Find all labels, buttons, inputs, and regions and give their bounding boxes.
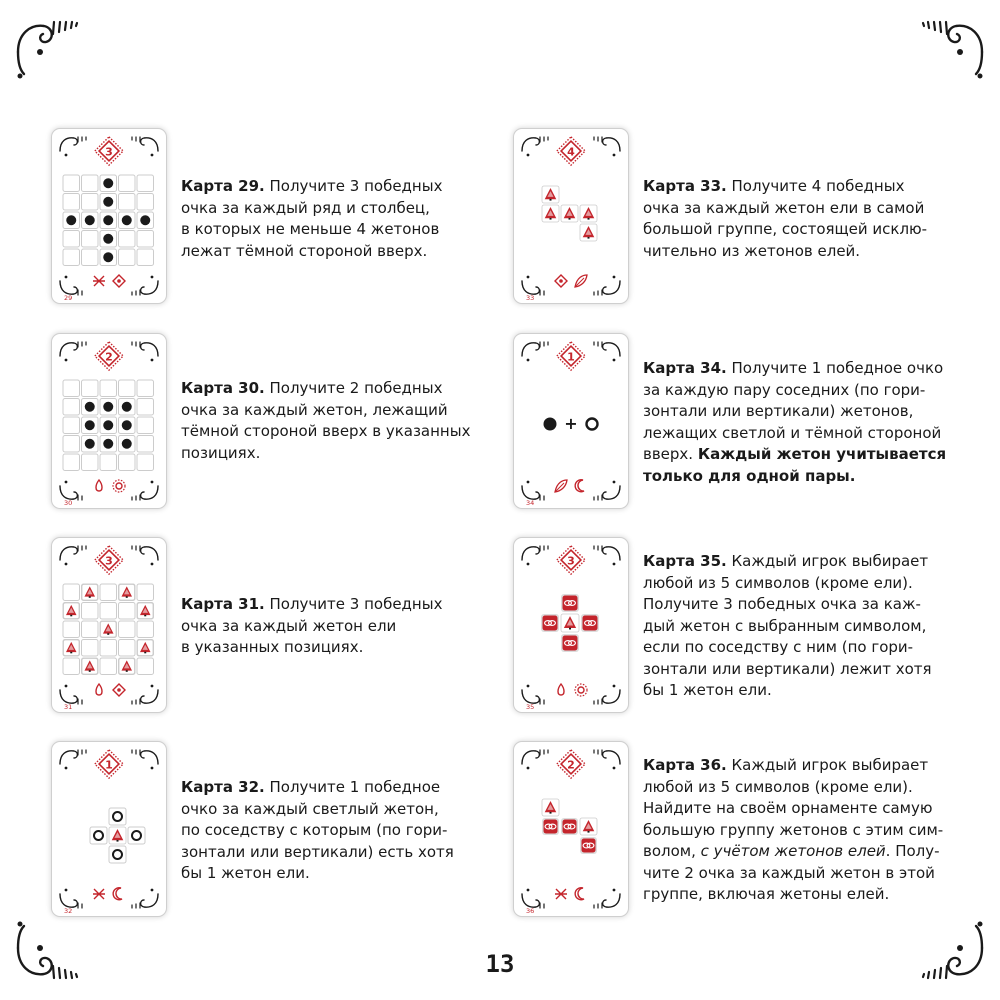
light-token-icon <box>587 419 598 430</box>
dark-token-icon <box>103 197 113 207</box>
svg-text:1: 1 <box>105 758 113 772</box>
drop-icon <box>558 684 564 695</box>
card-34 <box>513 333 629 509</box>
dark-token-icon <box>103 252 113 262</box>
card-29-description: Карта 29. Получите 3 победных очка за каждый ряд и столбец, в которых не меньше 4 жетонов лежат тёмной стороной вверх. <box>181 177 443 260</box>
corner-ornament-top-right <box>920 12 990 82</box>
points-badge <box>95 546 123 574</box>
dark-token-icon <box>85 439 95 449</box>
tree-token-icon <box>82 585 98 601</box>
card-number: 29 <box>64 294 73 302</box>
moon-icon <box>575 480 584 492</box>
card-36-description: Карта 36. Каждый игрок выбирает любой из 5 символов (кроме ели). Найдите на своём орнаменте самую большую группу жетонов с этим сим- волом, с учётом жетонов елей. Полу- чите 2 очка за каждый жетон в этой группе, включая жетоны елей. <box>643 756 944 903</box>
dark-token-icon <box>140 215 150 225</box>
sun-icon <box>113 480 125 492</box>
points-badge <box>95 342 123 370</box>
moon-icon <box>113 888 122 900</box>
card-32-description: Карта 32. Получите 1 победное очко за каждый светлый жетон, по соседству с которым (по гори- зонтали или вертикали) есть хотя бы 1 жетон ели. <box>181 778 454 882</box>
tree-token-icon <box>119 585 135 601</box>
dark-token-icon <box>85 215 95 225</box>
symbol-token-icon <box>580 837 597 854</box>
cross-icon <box>93 276 105 286</box>
svg-text:4: 4 <box>567 145 575 159</box>
svg-text:3: 3 <box>105 554 113 568</box>
card-number: 35 <box>526 703 535 711</box>
dark-token-icon <box>544 418 557 431</box>
tree-token-icon <box>82 659 98 675</box>
svg-text:2: 2 <box>567 758 575 772</box>
dark-token-icon <box>103 420 113 430</box>
card-34-description: Карта 34. Получите 1 победное очко за каждую пару соседних (по гори- зонтали или вертикали) жетонов, лежащих светлой и тёмной стороной вверх. Каждый жетон учитывается только для одной пары. <box>643 359 947 485</box>
tree-token-icon <box>101 622 117 638</box>
dark-token-icon <box>103 439 113 449</box>
tree-token-icon <box>138 640 154 656</box>
card-31 <box>51 537 167 713</box>
card-33 <box>513 128 629 304</box>
dark-token-icon <box>122 439 132 449</box>
symbol-token-icon <box>561 594 579 612</box>
card-32 <box>51 741 167 917</box>
plus-sign: + <box>564 414 578 433</box>
dark-token-icon <box>122 420 132 430</box>
symbol-token-icon <box>541 614 559 632</box>
points-badge <box>557 342 585 370</box>
tree-token-icon <box>64 640 80 656</box>
dark-token-icon <box>66 215 76 225</box>
diamond-flower-icon <box>113 275 125 287</box>
svg-text:1: 1 <box>567 350 575 364</box>
tree-token-icon <box>542 186 559 203</box>
symbol-token-icon <box>561 818 578 835</box>
card-30-description: Карта 30. Получите 2 победных очка за каждый жетон, лежащий тёмной стороной вверх в указанных позициях. <box>181 379 471 462</box>
dark-token-icon <box>85 402 95 412</box>
symbol-token-icon <box>581 614 599 632</box>
card-30 <box>51 333 167 509</box>
tree-token-icon <box>580 205 597 222</box>
svg-text:3: 3 <box>567 554 575 568</box>
svg-text:3: 3 <box>105 145 113 159</box>
tree-token-icon <box>561 205 578 222</box>
leaf-icon <box>555 480 567 492</box>
card-31-description: Карта 31. Получите 3 победных очка за каждый жетон ели в указанных позициях. <box>181 595 443 656</box>
diamond-flower-icon <box>555 275 567 287</box>
tree-token-icon <box>561 614 579 632</box>
dark-token-icon <box>103 402 113 412</box>
tree-token-icon <box>109 827 126 844</box>
tree-token-icon <box>542 799 559 816</box>
points-badge <box>95 137 123 165</box>
card-number: 33 <box>526 294 535 302</box>
leaf-icon <box>575 275 587 287</box>
dark-token-icon <box>103 234 113 244</box>
card-35 <box>513 537 629 713</box>
tree-token-icon <box>138 603 154 619</box>
dark-token-icon <box>122 402 132 412</box>
card-36 <box>513 741 629 917</box>
card-number: 31 <box>64 703 73 711</box>
tree-token-icon <box>119 659 135 675</box>
corner-ornament-top-left <box>10 12 80 82</box>
sun-icon <box>575 684 587 696</box>
cross-icon <box>555 889 567 899</box>
card-33-description: Карта 33. Получите 4 победных очка за каждый жетон ели в самой большой группе, состоящей исклю- чительно из жетонов елей. <box>643 177 928 260</box>
dark-token-icon <box>122 215 132 225</box>
tree-token-icon <box>580 224 597 241</box>
points-badge <box>557 546 585 574</box>
tree-token-icon <box>64 603 80 619</box>
moon-icon <box>575 888 584 900</box>
tree-token-icon <box>580 818 597 835</box>
dark-token-icon <box>85 420 95 430</box>
svg-text:2: 2 <box>105 350 113 364</box>
card-number: 30 <box>64 499 73 507</box>
card-35-description: Карта 35. Каждый игрок выбирает любой из 5 символов (кроме ели). Получите 3 победных очка за каж- дый жетон с выбранным символом, если по соседству с ним (по гори- зонтали или вертикали) лежит хотя бы 1 жетон ели. <box>643 552 932 699</box>
points-badge <box>557 750 585 778</box>
points-badge <box>95 750 123 778</box>
card-number: 36 <box>526 907 535 915</box>
light-token-icon <box>128 827 145 844</box>
symbol-token-icon <box>542 818 559 835</box>
card-number: 32 <box>64 907 73 915</box>
drop-icon <box>96 684 102 695</box>
card-number: 34 <box>526 499 535 507</box>
dark-token-icon <box>103 178 113 188</box>
page-number: 13 <box>485 950 515 978</box>
light-token-icon <box>109 846 126 863</box>
light-token-icon <box>109 808 126 825</box>
tree-token-icon <box>542 205 559 222</box>
symbol-token-icon <box>561 634 579 652</box>
drop-icon <box>96 480 102 491</box>
card-29 <box>51 128 167 304</box>
dark-token-icon <box>103 215 113 225</box>
light-token-icon <box>90 827 107 844</box>
diamond-flower-icon <box>113 684 125 696</box>
cross-icon <box>93 889 105 899</box>
points-badge <box>557 137 585 165</box>
